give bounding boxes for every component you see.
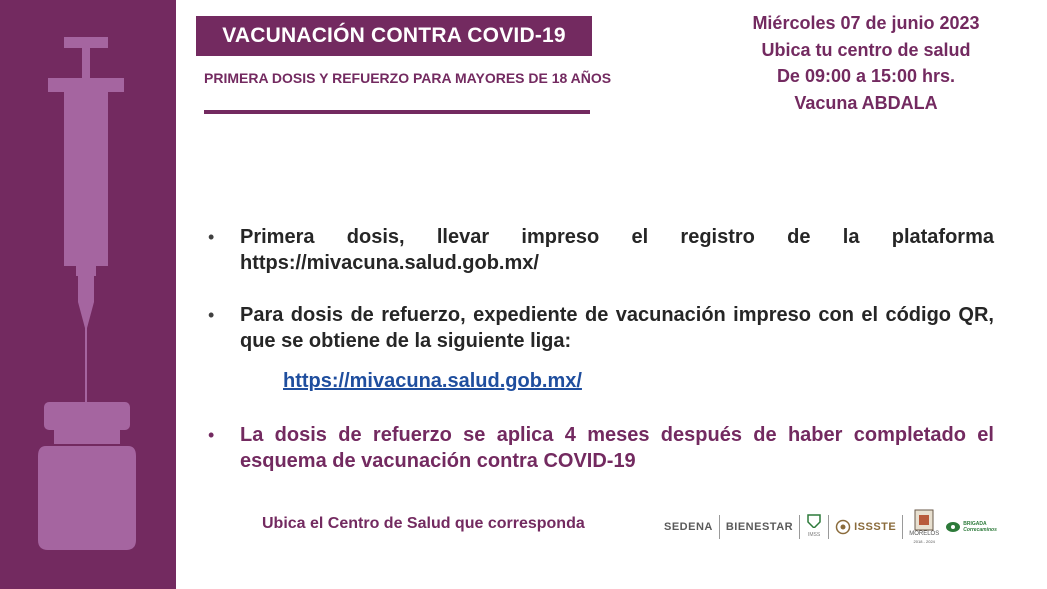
brigada-bird-icon xyxy=(945,521,961,533)
syringe-icon xyxy=(48,37,124,402)
first-dose-text: Primera dosis, llevar impreso el registro de la plataforma https://mivacuna.salud.gob.mx/ xyxy=(240,226,994,274)
sidebar-panel xyxy=(0,0,176,589)
title-underline xyxy=(204,110,590,114)
imss-label: IMSS xyxy=(807,532,821,538)
brigada-logo xyxy=(945,521,997,533)
morelos-label: MORELOS xyxy=(909,531,940,537)
syringe-vial-illustration xyxy=(0,0,176,589)
booster-text: Para dosis de refuerzo, expediente de vacunación impreso con el código QR, que se obtiene de la siguiente liga: xyxy=(240,304,994,352)
list-item xyxy=(208,422,994,474)
bullet-marker: • xyxy=(208,425,215,445)
page-title: VACUNACIÓN CONTRA COVID-19 xyxy=(196,16,592,56)
brigada-sub: Correcaminos xyxy=(963,527,997,533)
logo-divider xyxy=(719,515,720,539)
page-subtitle: PRIMERA DOSIS Y REFUERZO PARA MAYORES DE 18 AÑOS xyxy=(204,70,612,86)
bullet-marker: • xyxy=(208,305,215,325)
footer-note: Ubica el Centro de Salud que corresponda xyxy=(262,515,585,532)
event-date: Miércoles 07 de junio 2023 xyxy=(752,13,980,33)
vial-icon xyxy=(38,402,136,550)
morelos-emblem-icon xyxy=(914,509,934,531)
bienestar-label: BIENESTAR xyxy=(725,521,794,533)
logo-divider xyxy=(799,515,800,539)
instructions-list xyxy=(208,224,994,474)
event-vaccine: Vacuna ABDALA xyxy=(794,92,938,113)
event-location: Ubica tu centro de salud xyxy=(761,39,971,60)
sedena-logo xyxy=(664,522,713,532)
list-item xyxy=(208,224,994,276)
institution-logos xyxy=(664,502,1014,552)
logo-divider xyxy=(902,515,903,539)
event-hours: De 09:00 a 15:00 hrs. xyxy=(776,66,956,86)
bienestar-logo xyxy=(726,522,793,532)
mivacuna-link[interactable]: https://mivacuna.salud.gob.mx/ xyxy=(283,370,582,392)
event-info xyxy=(726,10,1006,116)
bullet-marker: • xyxy=(208,227,215,247)
issste-label: ISSSTE xyxy=(854,521,897,533)
issste-logo xyxy=(835,519,896,535)
morelos-years: 2018 - 2024 xyxy=(913,539,935,544)
imss-logo xyxy=(806,514,822,540)
booster-timing-text: La dosis de refuerzo se aplica 4 meses después de haber completado el esquema de vacunación contra COVID-19 xyxy=(240,424,994,472)
imss-shield-icon xyxy=(806,514,822,528)
link-line xyxy=(208,368,994,394)
issste-emblem-icon xyxy=(835,519,851,535)
morelos-logo xyxy=(909,509,939,545)
sedena-label: SEDENA xyxy=(664,521,713,533)
list-item xyxy=(208,302,994,354)
brigada-label: BRIGADA xyxy=(963,521,987,527)
logo-divider xyxy=(828,515,829,539)
